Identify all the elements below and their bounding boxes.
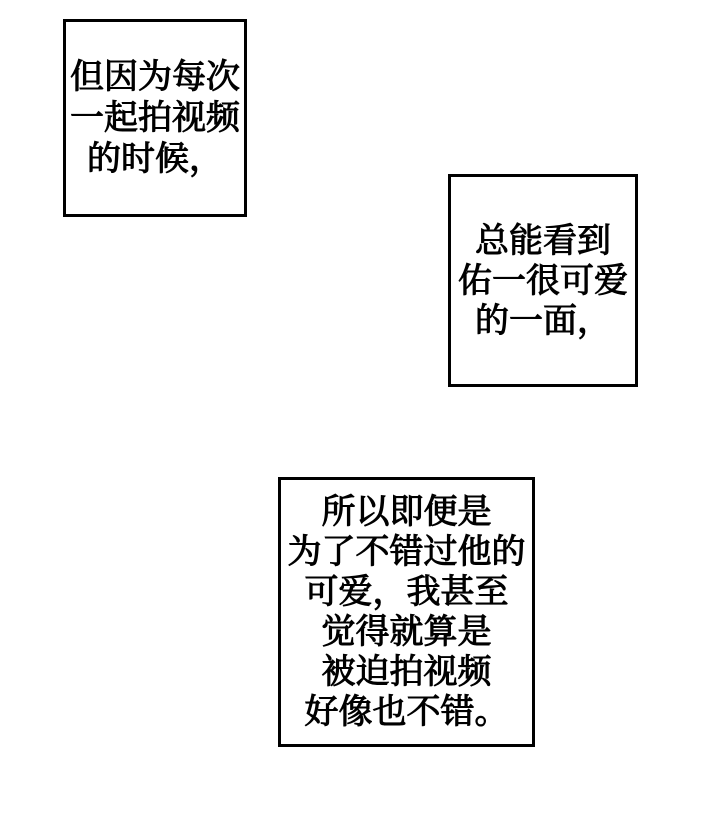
caption-box-top-left: [63, 19, 247, 217]
caption-line: 可爱，我甚至: [304, 573, 509, 611]
caption-line: 所以即便是: [321, 493, 492, 531]
caption-line: 总能看到: [475, 221, 611, 260]
caption-line: 的时候，: [87, 139, 223, 178]
caption-line: 好像也不错。: [304, 693, 509, 731]
caption-box-middle-right: [448, 174, 638, 387]
caption-line: 一起拍视频: [70, 98, 240, 137]
caption-line: 觉得就算是: [321, 613, 492, 651]
caption-line: 但因为每次: [70, 57, 240, 96]
caption-line: 的一面，: [475, 301, 611, 340]
caption-line: 被迫拍视频: [321, 653, 492, 691]
caption-box-bottom-center: [278, 477, 535, 747]
caption-line: 佑一很可爱: [458, 261, 628, 300]
caption-line: 为了不错过他的: [287, 533, 526, 571]
